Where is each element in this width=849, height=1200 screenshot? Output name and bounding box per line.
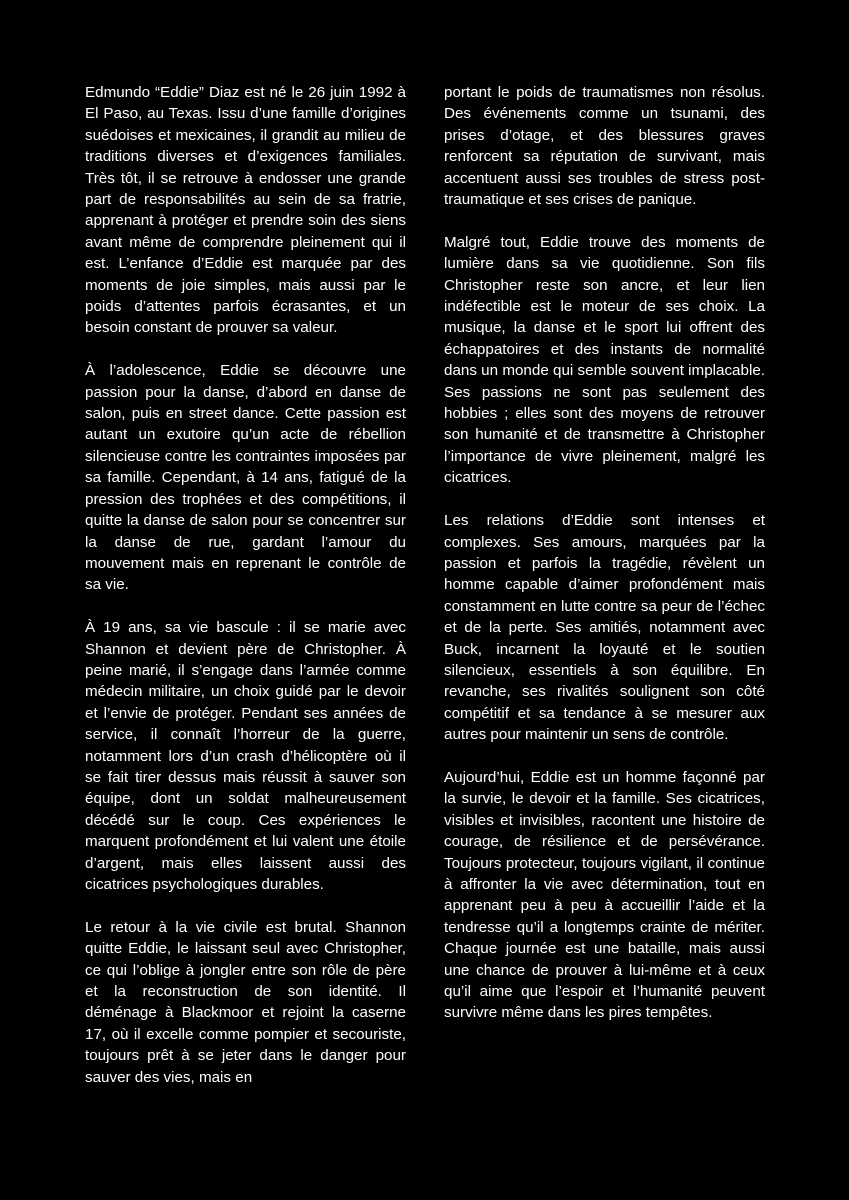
right-column: [444, 82, 765, 1024]
left-column: [85, 82, 406, 1088]
paragraph-adolescence-dance: À l’adolescence, Eddie se découvre une passion pour la danse, d’abord en danse de salon, puis en street dance. Cette passion est autant un exutoire qu’un acte de rébellion silencieuse contre les contraintes imposées par sa famille. Cependant, à 14 ans, fatigué de la pression des trophées et des compétitions, il quitte la danse de salon pour se concentrer sur la danse de rue, gardant l’amour du mouvement mais en reprenant le contrôle de sa vie.: [85, 362, 406, 594]
paragraph-today: Aujourd’hui, Eddie est un homme façonné par la survie, le devoir et la famille. Ses cicatrices, visibles et invisibles, racontent une histoire de courage, de résilience et de persévérance. Toujours protecteur, toujours vigilant, il continue à affronter la vie avec détermination, tout en apprenant peu à peu à accueillir l’aide et la tendresse qu’il a longtemps crainte de mériter. Chaque journée est une bataille, mais aussi une chance de prouver à lui-même et à ceux qu’il aime que l’espoir et l’humanité peuvent survivre même dans les pires tempêtes.: [444, 768, 765, 1022]
paragraph-birth-childhood: Edmundo “Eddie” Diaz est né le 26 juin 1992 à El Paso, au Texas. Issu d’une famille d’origines suédoises et mexicaines, il grandit au milieu de traditions diverses et d’exigences familiales. Très tôt, il se retrouve à endosser une grande part de responsabilités au sein de sa fratrie, apprenant à protéger et prendre soin des siens avant même de comprendre pleinement qui il est. L’enfance d’Eddie est marquée par des moments de joie simples, mais aussi par le poids d’attentes parfois écrasantes, et un besoin constant de prouver sa valeur.: [85, 84, 406, 337]
paragraph-relationships: Les relations d’Eddie sont intenses et complexes. Ses amours, marquées par la passion et parfois la tragédie, révèlent un homme capable d’aimer profondément mais constamment en lutte contre sa peur de l’échec et de la perte. Ses amitiés, notamment avec Buck, incarnent la loyauté et le soutien silencieux, essentiels à son équilibre. En revanche, ses rivalités soulignent son côté compétitif et sa tendance à se mesurer aux autres pour maintenir un sens de contrôle.: [444, 512, 765, 744]
paragraph-moments-of-light: Malgré tout, Eddie trouve des moments de lumière dans sa vie quotidienne. Son fils Christopher reste son ancre, et leur lien indéfectible est le moteur de ses choix. La musique, la danse et le sport lui offrent des échappatoires et des instants de normalité dans un monde qui semble souvent implacable. Ses passions ne sont pas seulement des hobbies ; elles sont des moyens de retrouver son humanité et de transmettre à Christopher l’importance de vivre pleinement, malgré les cicatrices.: [444, 233, 765, 487]
paragraph-marriage-army: À 19 ans, sa vie bascule : il se marie avec Shannon et devient père de Christopher. À peine marié, il s’engage dans l’armée comme médecin militaire, un choix guidé par le devoir et l’envie de protéger. Pendant ses années de service, il connaît l’horreur de la guerre, notamment lors d’un crash d’hélicoptère où il se fait tirer dessus mais réussit à sauver son équipe, dont un soldat malheureusement décédé sur le coup. Ces expériences le marquent profondément et lui valent une étoile d’argent, mais elles laissent aussi des cicatrices psychologiques durables.: [85, 619, 406, 893]
paragraph-trauma-continuation: portant le poids de traumatismes non résolus. Des événements comme un tsunami, des prises d’otage, et des blessures graves renforcent sa réputation de survivant, mais accentuent aussi ses troubles de stress post-traumatique et ses crises de panique.: [444, 84, 765, 209]
paragraph-civilian-life: Le retour à la vie civile est brutal. Shannon quitte Eddie, le laissant seul avec Christopher, ce qui l’oblige à jongler entre son rôle de père et la reconstruction de son identité. Il déménage à Blackmoor et rejoint la caserne 17, où il excelle comme pompier et secouriste, toujours prêt à se jeter dans le danger pour sauver des vies, mais en: [85, 918, 406, 1086]
